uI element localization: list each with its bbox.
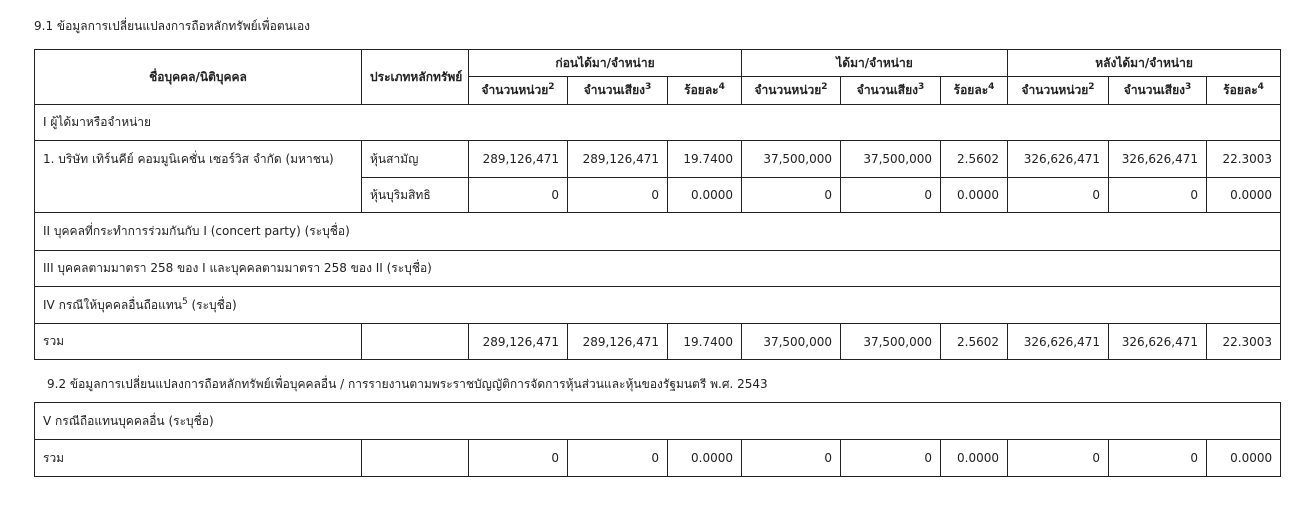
section-9-2-title: 9.2 ข้อมูลการเปลี่ยนแปลงการถือหลักทรัพย์เพื่อบุคคลอื่น / การรายงานตามพระราชบัญญัติการจัดการหุ้นส่วนและหุ้นของรัฐมนตรี พ.ศ. 2543 [47, 377, 768, 391]
table-cell: 19.7400 [668, 141, 742, 178]
table-cell: 289,126,471 [568, 324, 668, 360]
table-cell: 0.0000 [668, 178, 742, 213]
table-cell: 326,626,471 [1109, 324, 1207, 360]
type-header: ประเภทหลักทรัพย์ [362, 50, 469, 105]
name-header: ชื่อบุคคล/นิติบุคคล [35, 50, 362, 105]
table-cell: 326,626,471 [1109, 141, 1207, 178]
table-cell: 0 [568, 440, 668, 477]
percent-header: ร้อยละ$^4$ [1207, 77, 1281, 105]
group-ii-label: II บุคคลที่กระทำการร่วมกันกับ I (concert party) (ระบุชื่อ) [35, 213, 1281, 251]
group-iii-label: III บุคคลตามมาตรา 258 ของ I และบุคคลตามมาตรา 258 ของ II (ระบุชื่อ) [35, 251, 1281, 287]
table-cell: 0 [1008, 178, 1109, 213]
table-cell: 0.0000 [668, 440, 742, 477]
table-cell: 37,500,000 [742, 324, 841, 360]
units-header: จำนวนหน่วย$^2$ [742, 77, 841, 105]
table-cell: 0.0000 [1207, 178, 1281, 213]
after-header: หลังได้มา/จำหน่าย [1008, 50, 1281, 77]
total-row [35, 324, 1281, 360]
table-cell: 0 [1109, 178, 1207, 213]
table-cell: 22.3003 [1207, 324, 1281, 360]
before-header: ก่อนได้มา/จำหน่าย [469, 50, 742, 77]
group-iv-label: IV กรณีให้บุคคลอื่นถือแทน$^5$ (ระบุชื่อ) [35, 287, 1281, 324]
group-row [35, 213, 1281, 251]
group-v-label: V กรณีถือแทนบุคคลอื่น (ระบุชื่อ) [35, 403, 1281, 440]
table-row [35, 141, 1281, 178]
group-row [35, 105, 1281, 141]
table-cell: 0.0000 [941, 440, 1008, 477]
table-cell: 326,626,471 [1008, 141, 1109, 178]
units-header: จำนวนหน่วย$^2$ [1008, 77, 1109, 105]
table-cell: 2.5602 [941, 141, 1008, 178]
security-type: หุ้นบุริมสิทธิ [362, 178, 469, 213]
votes-header: จำนวนเสียง$^3$ [568, 77, 668, 105]
empty-cell [362, 324, 469, 360]
table-cell: 289,126,471 [469, 324, 568, 360]
table-cell: 289,126,471 [568, 141, 668, 178]
table-cell: 37,500,000 [841, 324, 941, 360]
table-cell: 0 [1008, 440, 1109, 477]
group-row [35, 403, 1281, 440]
table-cell: 0.0000 [1207, 440, 1281, 477]
table-cell: 0 [1109, 440, 1207, 477]
table-cell: 0 [568, 178, 668, 213]
table-cell: 0 [742, 178, 841, 213]
percent-header: ร้อยละ$^4$ [668, 77, 742, 105]
table-cell: 0 [841, 178, 941, 213]
table-cell: 326,626,471 [1008, 324, 1109, 360]
table-cell: 22.3003 [1207, 141, 1281, 178]
entity-name: 1. บริษัท เทิร์นคีย์ คอมมูนิเคชั่น เซอร์วิส จำกัด (มหาชน) [35, 141, 362, 213]
proxy-holdings-table [34, 402, 1281, 477]
table-cell: 37,500,000 [742, 141, 841, 178]
section-9-1-title: 9.1 ข้อมูลการเปลี่ยนแปลงการถือหลักทรัพย์เพื่อตนเอง [34, 19, 311, 33]
table-cell: 0 [469, 440, 568, 477]
votes-header: จำนวนเสียง$^3$ [841, 77, 941, 105]
during-header: ได้มา/จำหน่าย [742, 50, 1008, 77]
votes-header: จำนวนเสียง$^3$ [1109, 77, 1207, 105]
percent-header: ร้อยละ$^4$ [941, 77, 1008, 105]
total-row [35, 440, 1281, 477]
total-label: รวม [35, 440, 362, 477]
table-cell: 289,126,471 [469, 141, 568, 178]
table-cell: 2.5602 [941, 324, 1008, 360]
group-row [35, 251, 1281, 287]
total-label: รวม [35, 324, 362, 360]
security-type: หุ้นสามัญ [362, 141, 469, 178]
holdings-table [34, 49, 1281, 360]
empty-cell [362, 440, 469, 477]
table-cell: 37,500,000 [841, 141, 941, 178]
table-cell: 0 [469, 178, 568, 213]
table-cell: 0 [742, 440, 841, 477]
table-cell: 0.0000 [941, 178, 1008, 213]
group-i-label: I ผู้ได้มาหรือจำหน่าย [35, 105, 1281, 141]
group-row [35, 287, 1281, 324]
table-cell: 0 [841, 440, 941, 477]
table-cell: 19.7400 [668, 324, 742, 360]
units-header: จำนวนหน่วย$^2$ [469, 77, 568, 105]
